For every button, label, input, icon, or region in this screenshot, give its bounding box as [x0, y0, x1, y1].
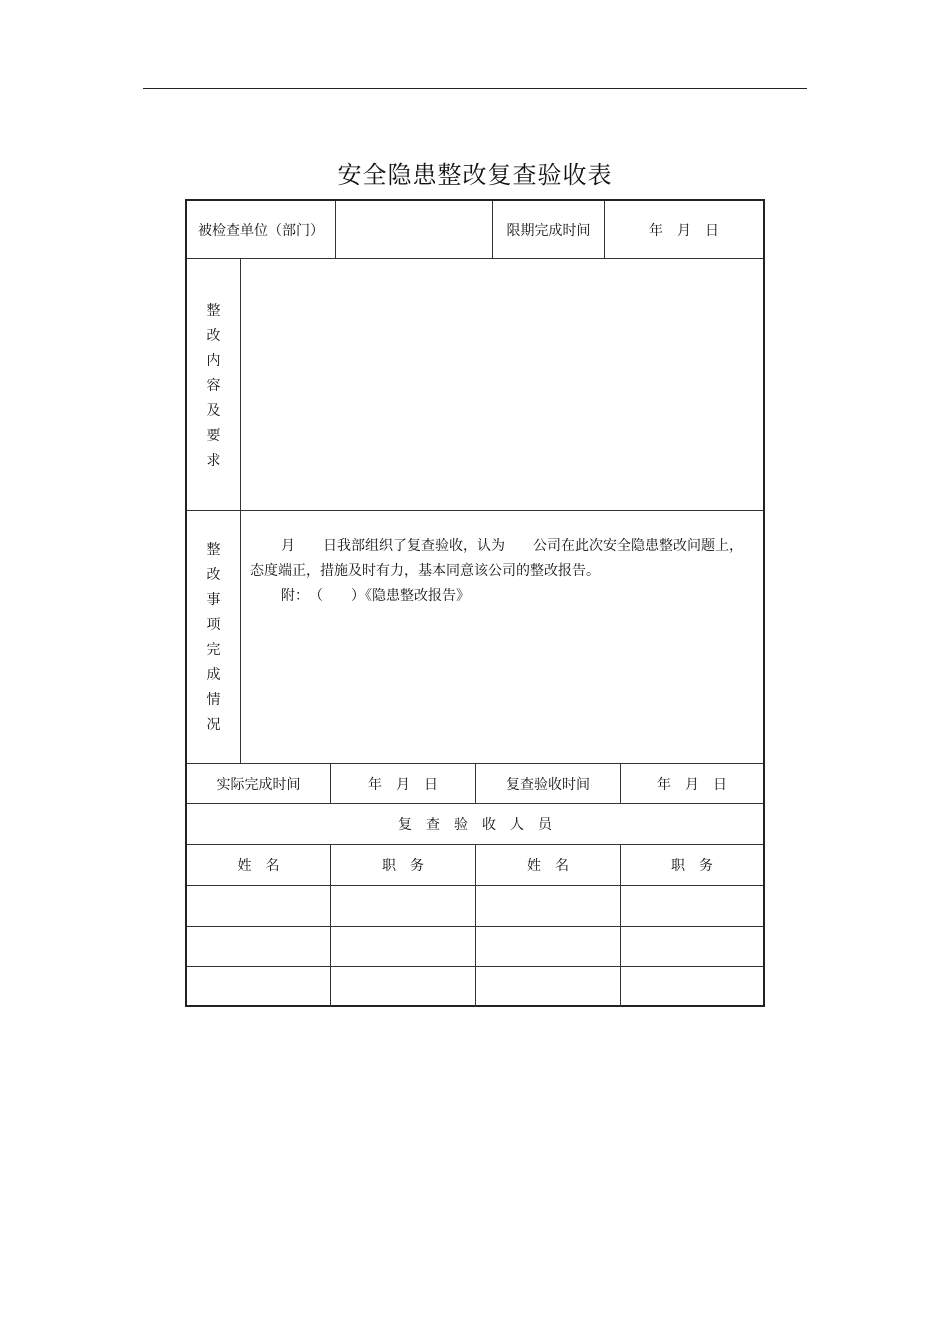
completion-text-line-1: 月 日我部组织了复查验收，认为 公司在此次安全隐患整改问题上，: [281, 538, 743, 554]
completion-text-line-2: 态度端正，措施及时有力，基本同意该公司的整改报告。: [250, 563, 600, 579]
label-char: 情: [206, 692, 221, 708]
reviewer-name-cell[interactable]: [187, 967, 330, 1005]
column-header-position: 职 务: [671, 858, 713, 874]
review-time-label: 复查验收时间: [506, 776, 590, 793]
column-header-name: 姓 名: [237, 858, 280, 874]
label-char: 改: [206, 328, 221, 344]
reviewer-name-cell[interactable]: [187, 886, 330, 926]
reviewer-position-cell[interactable]: [621, 927, 763, 966]
reviewer-name-cell[interactable]: [476, 967, 620, 1005]
row-divider: [187, 510, 763, 511]
label-char: 及: [206, 403, 221, 419]
actual-completion-label: 实际完成时间: [216, 776, 301, 793]
reviewer-name-cell[interactable]: [476, 927, 620, 966]
label-char: 改: [206, 567, 221, 583]
label-char: 况: [206, 717, 221, 733]
reviewer-position-cell[interactable]: [331, 927, 475, 966]
review-date-field[interactable]: 年 月 日: [657, 776, 727, 793]
label-char: 完: [206, 642, 221, 658]
label-char: 成: [206, 667, 221, 683]
completion-label: [187, 538, 240, 738]
column-header-name: 姓 名: [527, 858, 569, 874]
column-header-position: 职 务: [382, 858, 424, 874]
form-title: 安全隐患整改复查验收表: [337, 161, 613, 189]
reviewer-name-cell[interactable]: [476, 886, 620, 926]
reviewer-position-cell[interactable]: [331, 886, 475, 926]
page-top-rule: [143, 88, 807, 89]
actual-completion-date-field[interactable]: 年 月 日: [368, 776, 438, 793]
label-char: 事: [206, 592, 221, 608]
reviewers-section-title: 复 查 验 收 人 员: [398, 817, 552, 833]
label-char: 内: [206, 353, 221, 369]
reviewer-position-cell[interactable]: [621, 886, 763, 926]
deadline-label: 限期完成时间: [506, 222, 591, 239]
label-char: 求: [206, 453, 221, 469]
inspection-form-table: [185, 199, 765, 1007]
label-char: 要: [206, 428, 221, 444]
label-char: 项: [206, 617, 221, 633]
attachment-line: 附： （ ）《隐患整改报告》: [281, 588, 470, 604]
label-char: 容: [206, 378, 221, 394]
reviewer-position-cell[interactable]: [331, 967, 475, 1005]
unit-value-field[interactable]: [336, 201, 492, 258]
label-char: 整: [206, 542, 221, 558]
requirements-label: [187, 299, 240, 474]
reviewer-position-cell[interactable]: [621, 967, 763, 1005]
label-char: 整: [206, 303, 221, 319]
unit-label: 被检查单位（部门）: [198, 222, 324, 239]
reviewer-name-cell[interactable]: [187, 927, 330, 966]
deadline-date-field[interactable]: 年 月 日: [649, 222, 719, 239]
requirements-content-field[interactable]: [241, 259, 763, 510]
